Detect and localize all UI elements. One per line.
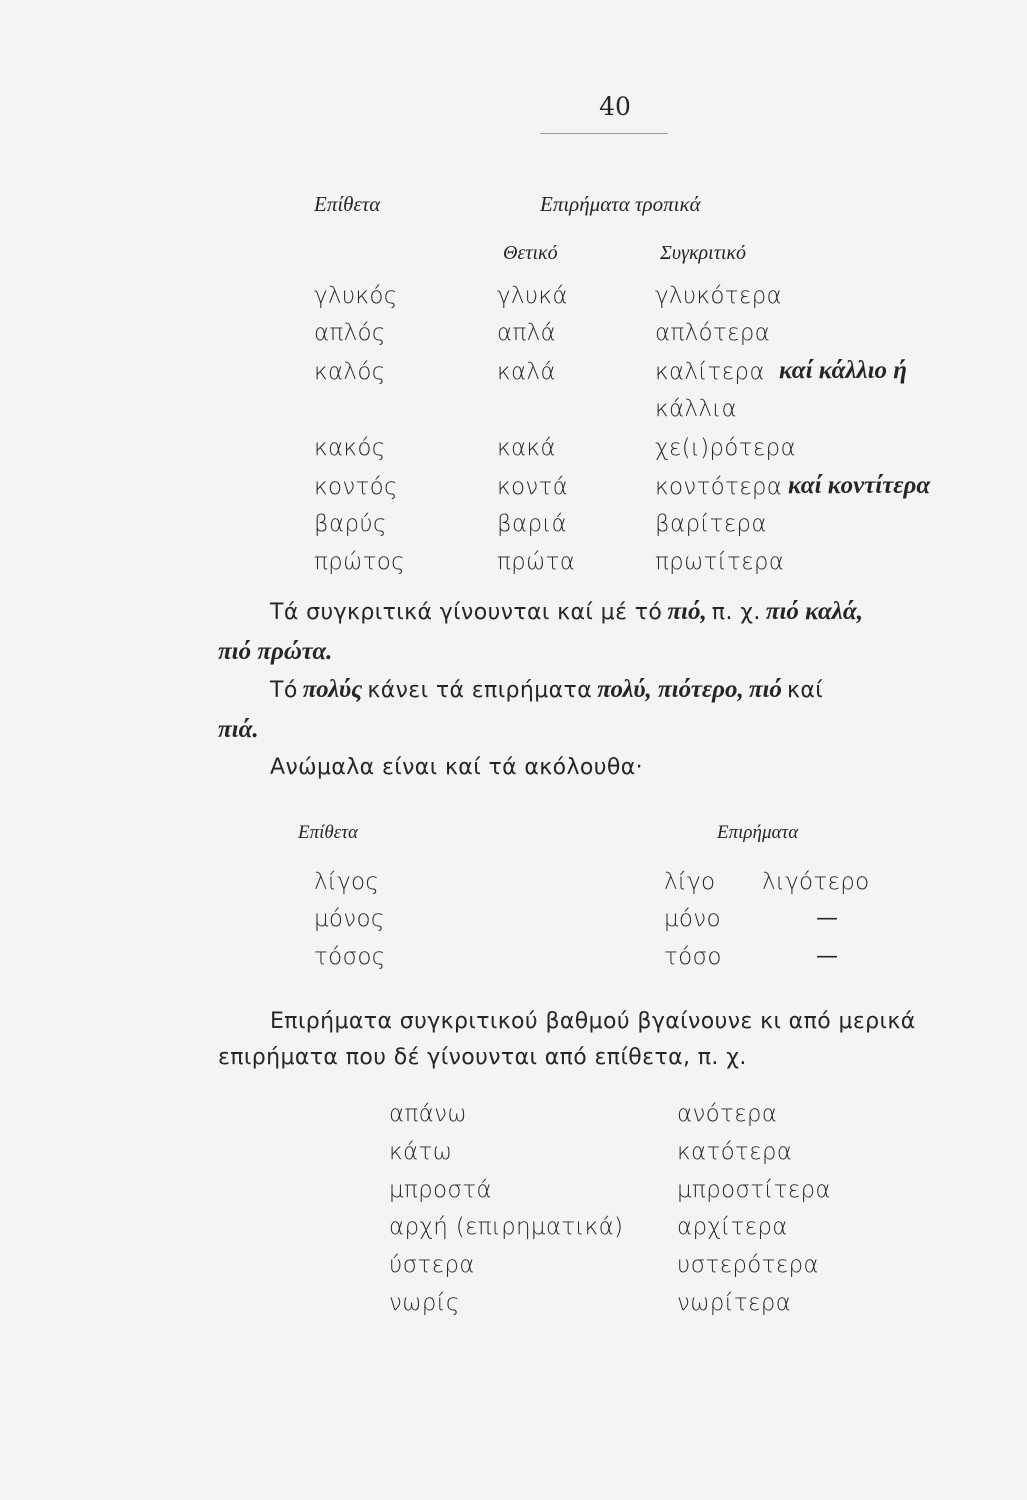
positive-cell: απλά (497, 320, 556, 346)
italic-run: πιό πρώτα. (218, 638, 333, 665)
comparative-cell: καλίτερα (655, 359, 765, 385)
positive-cell: πρώτα (497, 549, 576, 575)
comparative-cell: λιγότερο (762, 869, 870, 895)
italic-run: πολύ, πιότερο, (597, 676, 744, 703)
comparative-note: καί κάλλιο ή (779, 357, 908, 384)
paragraph-line (270, 676, 823, 704)
base-cell: απάνω (389, 1101, 467, 1127)
adjective-cell: τόσος (314, 944, 386, 970)
adjective-cell: μόνος (314, 906, 385, 932)
adjective-cell: κοντός (314, 474, 398, 500)
comparative-cell: κάλλια (655, 396, 737, 422)
adjective-cell: κακός (314, 435, 386, 461)
comparative-cell: — (816, 944, 838, 969)
comparative-cell: γλυκότερα (655, 283, 782, 309)
comparative-cell: πρωτίτερα (655, 549, 785, 575)
comparative-cell: μπροστίτερα (677, 1177, 831, 1203)
base-cell: ύστερα (389, 1252, 475, 1278)
text-run: Τά συγκριτικά γίνουνται καί μέ τό (270, 600, 663, 625)
comparative-cell: κοντότερα (655, 474, 783, 500)
adverb-cell: λίγο (664, 869, 716, 895)
adverb-cell: μόνο (664, 906, 721, 932)
italic-run: πιό, (667, 598, 707, 625)
base-cell: αρχή (επιρηματικά) (389, 1214, 624, 1240)
comparative-cell: νωρίτερα (677, 1290, 792, 1316)
base-cell: νωρίς (389, 1290, 460, 1316)
italic-run: πολύς (302, 676, 363, 703)
paragraph-line: επιρήματα που δέ γίνουνται από επίθετα, π. χ. (218, 1045, 747, 1070)
table1-sub-positive: Θετικό (503, 242, 558, 264)
table2-col-adjectives: Επίθετα (298, 822, 358, 843)
adjective-cell: γλυκός (314, 283, 398, 309)
paragraph-irregular: Ανώμαλα είναι καί τά ακόλουθα· (270, 755, 644, 780)
paragraph-line: Επιρήματα συγκριτικού βαθμού βγαίνουνε κι από μερικά (270, 1009, 916, 1034)
comparative-cell: ανότερα (677, 1101, 778, 1127)
positive-cell: γλυκά (497, 283, 568, 309)
adjective-cell: απλός (314, 320, 386, 346)
table2-col-adverbs: Επιρήματα (717, 822, 799, 843)
text-run: Τό (270, 678, 298, 703)
adjective-cell: πρώτος (314, 549, 405, 575)
positive-cell: κοντά (497, 474, 569, 500)
comparative-cell: υστερότερα (677, 1252, 819, 1278)
base-cell: κάτω (389, 1139, 453, 1165)
text-run: καί (787, 678, 824, 703)
positive-cell: καλά (497, 359, 556, 385)
base-cell: μπροστά (389, 1177, 492, 1203)
comparative-cell: κατότερα (677, 1139, 793, 1165)
text-run: π. χ. (711, 600, 761, 625)
adjective-cell: βαρύς (314, 511, 387, 537)
table1-col-adjectives: Επίθετα (314, 192, 381, 216)
italic-run: πιά. (218, 716, 259, 743)
comparative-cell: χε(ι)ρότερα (655, 435, 796, 461)
adjective-cell: καλός (314, 359, 386, 385)
comparative-cell: βαρίτερα (655, 511, 767, 537)
comparative-cell: αρχίτερα (677, 1214, 788, 1240)
italic-run: πιό καλά, (765, 598, 863, 625)
paragraph-line (270, 598, 863, 626)
comparative-cell: — (816, 906, 838, 931)
positive-cell: κακά (497, 435, 556, 461)
table1-col-adverbs: Επιρήματα τροπικά (540, 192, 701, 216)
text-run: κάνει τά επιρήματα (367, 678, 593, 703)
comparative-note: καί κοντίτερα (788, 472, 931, 499)
adverb-cell: τόσο (664, 944, 722, 970)
header-rule (540, 133, 668, 134)
page-number: 40 (599, 92, 631, 121)
adjective-cell: λίγος (314, 869, 380, 895)
italic-run: πιό (748, 676, 782, 703)
table1-sub-comparative: Συγκριτικό (660, 242, 747, 264)
comparative-cell: απλότερα (655, 320, 771, 346)
positive-cell: βαριά (497, 511, 568, 537)
